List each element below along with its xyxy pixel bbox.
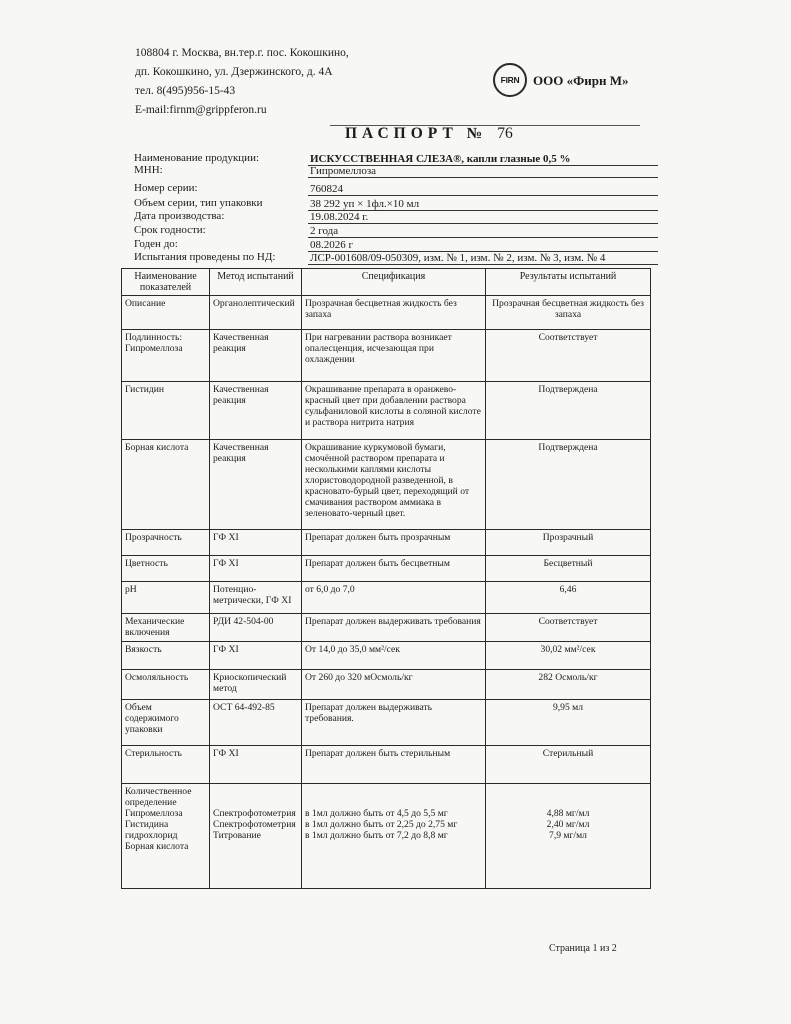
cell-text: Титрование xyxy=(213,830,261,841)
row-method-cell xyxy=(210,642,302,670)
cell-text: Гипромеллоза xyxy=(125,808,183,819)
row-result-cell xyxy=(486,700,651,746)
cell-text: в 1мл должно быть от 7,2 до 8,8 мг xyxy=(305,830,448,841)
cell-text: РДИ 42-504-00 xyxy=(213,616,274,627)
row-result-cell xyxy=(486,330,651,382)
meta-label: Наименование продукции: xyxy=(134,152,260,164)
meta-label: Срок годности: xyxy=(134,224,206,236)
passport-number: 76 xyxy=(497,125,513,142)
row-spec-cell xyxy=(302,614,486,642)
row-method-cell xyxy=(210,700,302,746)
cell-text: От 260 до 320 мОсмоль/кг xyxy=(305,672,413,683)
cell-text: Прозрачная бесцветная жидкость без запаха xyxy=(492,298,644,320)
meta-underline xyxy=(308,237,658,238)
meta-label: Номер серии: xyxy=(134,182,198,194)
cell-text: Количественное определение xyxy=(125,786,192,808)
company-name: ООО «Фирн М» xyxy=(533,73,629,88)
row-name-cell xyxy=(122,330,210,382)
cell-text: в 1мл должно быть от 4,5 до 5,5 мг xyxy=(305,808,448,819)
address-line: дп. Кокошкино, ул. Дзержинского, д. 4А xyxy=(135,66,333,78)
row-name-cell xyxy=(122,582,210,614)
cell-text: Прозрачный xyxy=(542,532,594,543)
cell-text: 282 Осмоль/кг xyxy=(538,672,598,683)
cell-text: Прозрачная бесцветная жидкость без запаха xyxy=(305,298,457,320)
row-result-cell xyxy=(486,440,651,530)
meta-value: 38 292 уп × 1фл.×10 мл xyxy=(310,198,420,210)
row-spec-cell xyxy=(302,784,486,889)
row-name-cell xyxy=(122,670,210,700)
row-result-cell xyxy=(486,614,651,642)
meta-label: Годен до: xyxy=(134,238,178,250)
row-result-cell xyxy=(486,670,651,700)
cell-text: Объем содержимого упаковки xyxy=(125,702,179,735)
cell-text: Окрашивание препарата в оранжево-красный цвет при добавлении раствора сульфаниловой кислоты в соляной кислоте и раствора нитрита натрия xyxy=(305,384,481,428)
phone: тел. 8(495)956-15-43 xyxy=(135,85,236,97)
table-row xyxy=(122,440,651,530)
passport-title xyxy=(345,125,513,143)
row-result-cell xyxy=(486,556,651,582)
row-name-cell xyxy=(122,382,210,440)
cell-text: Гипромеллоза xyxy=(125,343,183,354)
cell-text: Цветность xyxy=(125,558,168,569)
cell-text: 6,46 xyxy=(559,584,577,595)
row-result-cell xyxy=(486,642,651,670)
page-number: Страница 1 из 2 xyxy=(549,943,617,954)
row-spec-cell xyxy=(302,642,486,670)
col-header-spec: Спецификация xyxy=(302,269,486,296)
row-result-cell xyxy=(486,746,651,784)
table-row xyxy=(122,700,651,746)
cell-text: Криоскопический метод xyxy=(213,672,287,694)
row-spec-cell xyxy=(302,440,486,530)
row-result-cell xyxy=(486,784,651,889)
cell-text: Препарат должен быть прозрачным xyxy=(305,532,451,543)
table-row xyxy=(122,382,651,440)
firn-logo-icon: FIRN xyxy=(493,63,527,97)
cell-text: Механические включения xyxy=(125,616,185,638)
specification-table xyxy=(121,268,651,889)
row-name-cell xyxy=(122,530,210,556)
cell-text: ГФ XI xyxy=(213,748,239,759)
row-spec-cell xyxy=(302,330,486,382)
cell-text: Окрашивание куркумовой бумаги, смочённой раствором препарата и несколькими каплями кислоты хлористоводородной разведенной, в красновато-бурый цвет, переходящий от смачивания раствором аммиака в зеленовато-черный цвет. xyxy=(305,442,470,519)
cell-text: Гистидин xyxy=(125,384,165,395)
col-header-name: Наименование показателей xyxy=(122,269,210,296)
cell-text: Подтверждена xyxy=(538,442,598,453)
meta-label: Объем серии, тип упаковки xyxy=(134,197,263,209)
cell-text: Препарат должен выдерживать требования xyxy=(305,616,481,627)
row-name-cell xyxy=(122,700,210,746)
table-row xyxy=(122,330,651,382)
row-result-cell xyxy=(486,582,651,614)
row-method-cell xyxy=(210,382,302,440)
meta-value: ЛСР-001608/09-050309, изм. № 1, изм. № 2, изм. № 3, изм. № 4 xyxy=(310,252,606,264)
cell-text: Гистидина гидрохлорид xyxy=(125,819,178,841)
cell-text: Осмоляльность xyxy=(125,672,189,683)
meta-underline xyxy=(308,195,658,196)
table-row xyxy=(122,746,651,784)
cell-text: Бесцветный xyxy=(543,558,593,569)
meta-label: Испытания проведены по НД: xyxy=(134,251,276,263)
row-method-cell xyxy=(210,670,302,700)
email: E-mail:firnm@grippferon.ru xyxy=(135,104,267,116)
meta-underline xyxy=(308,223,658,224)
row-spec-cell xyxy=(302,556,486,582)
cell-text: 4,88 мг/мл xyxy=(546,808,590,819)
row-method-cell xyxy=(210,784,302,889)
cell-text: Потенцио-метрически, ГФ XI xyxy=(213,584,292,606)
cell-text: Качественная реакция xyxy=(213,442,269,464)
col-header-method: Метод испытаний xyxy=(210,269,302,296)
meta-value: 08.2026 г xyxy=(310,239,354,251)
row-method-cell xyxy=(210,330,302,382)
cell-text: Спектрофотометрия xyxy=(213,819,296,830)
col-header-results: Результаты испытаний xyxy=(486,269,651,296)
row-name-cell xyxy=(122,642,210,670)
row-result-cell xyxy=(486,530,651,556)
row-spec-cell xyxy=(302,382,486,440)
cell-text: Качественная реакция xyxy=(213,332,269,354)
cell-text: От 14,0 до 35,0 мм²/сек xyxy=(305,644,400,655)
table-row xyxy=(122,670,651,700)
row-spec-cell xyxy=(302,746,486,784)
cell-text: Качественная реакция xyxy=(213,384,269,406)
row-name-cell xyxy=(122,784,210,889)
cell-text: Борная кислота xyxy=(125,442,189,453)
cell-text: ГФ XI xyxy=(213,644,239,655)
row-result-cell xyxy=(486,296,651,330)
meta-underline xyxy=(308,264,658,265)
cell-text: в 1мл должно быть от 2,25 до 2,75 мг xyxy=(305,819,458,830)
cell-text: ОСТ 64-492-85 xyxy=(213,702,275,713)
cell-text: Стерильный xyxy=(542,748,594,759)
table-row xyxy=(122,582,651,614)
company-address xyxy=(135,44,349,120)
row-name-cell xyxy=(122,746,210,784)
cell-text: Препарат должен быть бесцветным xyxy=(305,558,450,569)
table-row xyxy=(122,614,651,642)
cell-text: Описание xyxy=(125,298,166,309)
passport-title-text: ПАСПОРТ № xyxy=(345,125,488,142)
cell-text: 2,40 мг/мл xyxy=(546,819,590,830)
meta-value: 760824 xyxy=(310,183,343,195)
meta-value: ИСКУССТВЕННАЯ СЛЕЗА®, капли глазные 0,5 % xyxy=(310,153,571,165)
row-name-cell xyxy=(122,556,210,582)
cell-text: Прозрачность xyxy=(125,532,182,543)
row-spec-cell xyxy=(302,582,486,614)
table-row xyxy=(122,530,651,556)
row-spec-cell xyxy=(302,530,486,556)
cell-text: Стерильность xyxy=(125,748,182,759)
cell-text: pH xyxy=(125,584,137,595)
cell-text: 7,9 мг/мл xyxy=(549,830,587,841)
row-method-cell xyxy=(210,530,302,556)
row-spec-cell xyxy=(302,296,486,330)
cell-text: Спектрофотометрия xyxy=(213,808,296,819)
row-method-cell xyxy=(210,614,302,642)
row-method-cell xyxy=(210,556,302,582)
row-name-cell xyxy=(122,296,210,330)
row-method-cell xyxy=(210,296,302,330)
table-row xyxy=(122,296,651,330)
cell-text: Препарат должен выдерживать требования. xyxy=(305,702,433,724)
meta-value: 19.08.2024 г. xyxy=(310,211,369,223)
cell-text: Подтверждена xyxy=(538,384,598,395)
table-row xyxy=(122,642,651,670)
row-name-cell xyxy=(122,614,210,642)
cell-text: Вязкость xyxy=(125,644,162,655)
cell-text: Подлинность: xyxy=(125,332,183,343)
cell-text: ГФ XI xyxy=(213,532,239,543)
meta-value: Гипромеллоза xyxy=(310,165,377,177)
row-result-cell xyxy=(486,382,651,440)
meta-value: 2 года xyxy=(310,225,339,237)
row-spec-cell xyxy=(302,700,486,746)
cell-text: ГФ XI xyxy=(213,558,239,569)
meta-label: Дата производства: xyxy=(134,210,225,222)
row-name-cell xyxy=(122,440,210,530)
cell-text: При нагревании раствора возникает опалесценция, исчезающая при охлаждении xyxy=(305,332,452,365)
row-method-cell xyxy=(210,746,302,784)
cell-text: Борная кислота xyxy=(125,841,189,852)
table-row xyxy=(122,784,651,889)
row-method-cell xyxy=(210,440,302,530)
cell-text: от 6,0 до 7,0 xyxy=(305,584,355,595)
cell-text: Соответствует xyxy=(538,332,598,343)
meta-underline xyxy=(308,177,658,178)
cell-text: Органолептический xyxy=(213,298,295,309)
cell-text: 30,02 мм²/сек xyxy=(540,644,596,655)
table-row xyxy=(122,556,651,582)
row-method-cell xyxy=(210,582,302,614)
meta-label: МНН: xyxy=(134,164,163,176)
cell-text: 9,95 мл xyxy=(552,702,584,713)
cell-text: Соответствует xyxy=(538,616,598,627)
address-line: 108804 г. Москва, вн.тер.г. пос. Кокошкино, xyxy=(135,47,349,59)
cell-text: Препарат должен быть стерильным xyxy=(305,748,451,759)
row-spec-cell xyxy=(302,670,486,700)
